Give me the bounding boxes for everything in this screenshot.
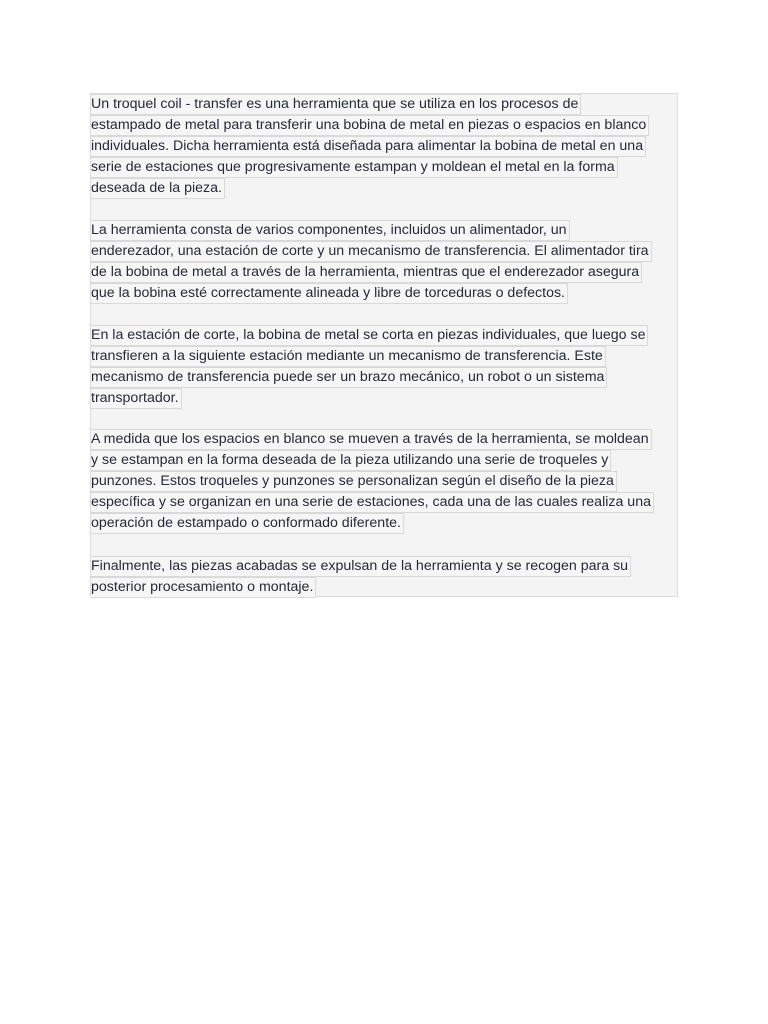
text-line [91,513,679,534]
text-line-content: Finalmente, las piezas acabadas se expulsan de la herramienta y se recogen para su [91,556,631,577]
text-line-content: individuales. Dicha herramienta está diseñada para alimentar la bobina de metal en una [91,136,646,157]
text-line [91,94,679,115]
text-line [91,346,679,367]
text-line-content: estampado de metal para transferir una bobina de metal en piezas o espacios en blanco [91,115,649,136]
text-line-content: transportador. [91,388,182,409]
text-line-content: enderezador, una estación de corte y un mecanismo de transferencia. El alimentador tira [91,241,652,262]
text-line [91,367,679,388]
text-line-content: A medida que los espacios en blanco se mueven a través de la herramienta, se moldean [91,429,652,450]
paragraph [91,325,679,409]
text-line [91,388,679,409]
paragraph [91,429,679,534]
text-line-content: de la bobina de metal a través de la herramienta, mientras que el enderezador asegura [91,262,642,283]
text-line-content: La herramienta consta de varios componentes, incluidos un alimentador, un [91,220,570,241]
text-line [91,157,679,178]
text-line-content: transfieren a la siguiente estación mediante un mecanismo de transferencia. Este [91,346,606,367]
text-line-content: operación de estampado o conformado diferente. [91,513,404,534]
text-line-content: deseada de la pieza. [91,178,225,199]
paragraph [91,556,679,598]
text-line-content: punzones. Estos troqueles y punzones se personalizan según el diseño de la pieza [91,471,617,492]
text-line [91,262,679,283]
text-line-content: mecanismo de transferencia puede ser un brazo mecánico, un robot o un sistema [91,367,607,388]
text-line-content: serie de estaciones que progresivamente estampan y moldean el metal en la forma [91,157,618,178]
text-line [91,577,679,598]
text-line-content: y se estampan en la forma deseada de la pieza utilizando una serie de troqueles y [91,450,611,471]
text-line-content: Un troquel coil - transfer es una herramienta que se utiliza en los procesos de [91,94,581,115]
text-line-content: posterior procesamiento o montaje. [91,577,316,598]
text-line [91,429,679,450]
paragraph [91,94,679,199]
text-line [91,492,679,513]
text-line [91,450,679,471]
text-line-content: que la bobina esté correctamente alineada y libre de torceduras o defectos. [91,283,568,304]
text-line-content: En la estación de corte, la bobina de metal se corta en piezas individuales, que luego se [91,325,648,346]
paragraph [91,220,679,304]
text-line [91,241,679,262]
text-line-content: específica y se organizan en una serie de estaciones, cada una de las cuales realiza una [91,492,654,513]
text-line [91,556,679,577]
text-line [91,471,679,492]
document-text-block [90,93,678,597]
text-line [91,178,679,199]
text-line [91,325,679,346]
text-line [91,115,679,136]
text-line [91,283,679,304]
text-line [91,136,679,157]
text-line [91,220,679,241]
